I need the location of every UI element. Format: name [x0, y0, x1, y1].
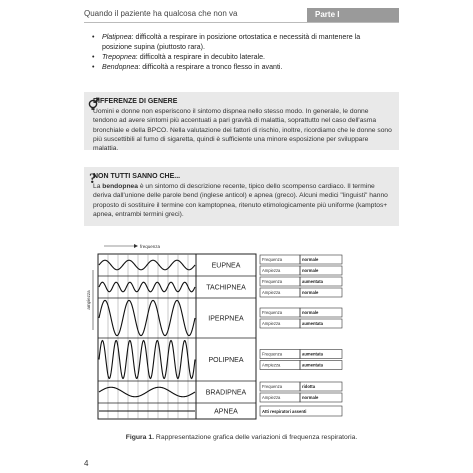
box-body: Uomini e donne non esperiscono il sintomo dispnea nello stesso modo. In generale, le donne tendono ad avere sintomi più accentuati a pari gravità di malattia, soprattutto nel caso dell'asma bronchiale e della BPCO. Nella valutazione dei fattori di rischio, inoltre, ricordiamo che le donne sono più suscettibili al fumo di sigaretta, quindi è sufficiente una minore esposizione per sviluppare malattia.: [93, 108, 392, 153]
pattern-name: APNEA: [214, 408, 238, 416]
svg-text:?: ?: [89, 171, 97, 185]
ampiezza-value: aumentata: [302, 362, 323, 368]
box-body: La bendopnea è un sintomo di descrizione recente, tipico dello scompenso cardiaco. Il termine deriva dall'unione delle parole bend (inglese anticol) e apnea (greco). Alcuni medici "linguisti" hanno proposto di sostituire il termine con kamptopnea, ritenuto etimologicamente più uniforme (kamptos+ apnea, entrambi termini greci).: [93, 183, 388, 218]
waveform-polipnea: [99, 341, 195, 379]
definition-list: [92, 32, 392, 72]
frequenza-label: Frequenza: [262, 351, 283, 357]
ampiezza-value: normale: [302, 268, 319, 273]
frequenza-value: ridotta: [302, 384, 316, 389]
ampiezza-label: Ampiezza: [262, 362, 281, 368]
x-axis-label: frequenza: [140, 244, 161, 249]
frequenza-value: normale: [302, 257, 319, 262]
did-you-know-box: [84, 167, 399, 226]
box-title: DIFFERENZE DI GENERE: [93, 98, 178, 105]
waveform-bradipnea: [99, 387, 195, 397]
header-rule: [84, 22, 399, 23]
frequenza-label: Frequenza: [262, 384, 283, 389]
waveform-tachipnea: [99, 282, 195, 292]
pattern-name: POLIPNEA: [208, 357, 244, 365]
x-axis-arrowhead: [134, 244, 138, 248]
waveform-eupnea: [99, 260, 195, 269]
page-number: 4: [84, 459, 89, 468]
pattern-name: BRADIPNEA: [205, 389, 247, 397]
chapter-title: Quando il paziente ha qualcosa che non va: [84, 9, 238, 18]
figure-caption: Figura 1. Rappresentazione grafica delle variazioni di frequenza respiratoria.: [125, 434, 358, 441]
list-item: • Trepopnea: difficoltà a respirare in decubito laterale.: [92, 52, 392, 62]
pattern-name: EUPNEA: [211, 262, 241, 270]
ampiezza-value: aumentata: [302, 321, 323, 326]
ampiezza-label: Ampiezza: [262, 321, 281, 326]
frequenza-value: aumentata: [302, 351, 323, 357]
box-title: NON TUTTI SANNO CHE...: [93, 173, 181, 180]
frequenza-value: aumentata: [302, 279, 323, 284]
pattern-name: IPERPNEA: [208, 315, 244, 323]
frequenza-label: Frequenza: [262, 279, 283, 284]
figure-svg: [84, 240, 384, 430]
list-item: • Platipnea: difficoltà a respirare in posizione ortostatica e necessità di mantenere la posizione supina (piuttosto rara).: [92, 32, 392, 52]
ampiezza-label: Ampiezza: [262, 395, 281, 400]
list-item: • Bendopnea: difficoltà a respirare a tronco flesso in avanti.: [92, 62, 392, 72]
ampiezza-label: Ampiezza: [262, 268, 281, 273]
running-header: [84, 8, 399, 22]
frequenza-label: Frequenza: [262, 310, 283, 315]
frequenza-label: Frequenza: [262, 257, 283, 262]
ampiezza-value: normale: [302, 290, 319, 295]
ampiezza-label: Ampiezza: [262, 290, 281, 295]
gender-differences-box: [84, 92, 399, 153]
pattern-name: TACHIPNEA: [206, 284, 246, 292]
waveform-iperpnea: [99, 300, 195, 335]
part-label: Parte I: [307, 8, 399, 22]
frequenza-value: normale: [302, 310, 319, 315]
ampiezza-value: normale: [302, 395, 319, 400]
breathing-patterns-figure: [84, 240, 384, 430]
note-text: Atti respiratori assenti: [262, 408, 307, 414]
y-axis-label: ampiezza: [86, 290, 91, 310]
